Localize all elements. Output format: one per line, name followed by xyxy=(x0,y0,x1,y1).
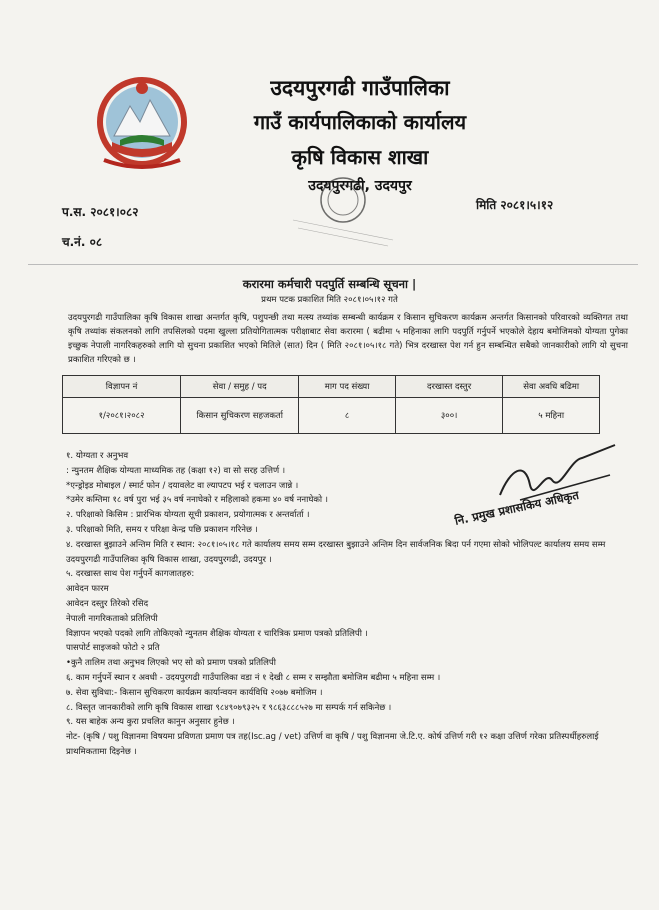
municipality-name: उदयपुरगढी गाउँपालिका xyxy=(270,76,450,100)
list-item: *एन्ड्रोइड मोबाइल / स्मार्ट फोन / दयावलेट वा ल्यापटप भई र चलाउन जान्ने । xyxy=(66,480,299,491)
list-item: आवेदन दस्तुर तिरेको रसिद xyxy=(66,598,149,609)
cell-count: ८ xyxy=(299,398,396,434)
cell-post: किसान सुचिकरण सहजकर्ता xyxy=(181,398,299,434)
list-item: ४. दरखास्त बुझाउने अन्तिम मिति र स्थान: २०८१।०५।१८ गते कार्यालय समय सम्म दरखास्त बुझाउने अन्तिम दिन सार्वजनिक बिदा पर्न गएमा सोको भोलिपल्ट कार्यालय समय सम्म उदयपुरगढी गाउँपालिका कृषि विकास शाखा, उदयपुरगढी, उदयपुर । xyxy=(66,539,606,565)
list-item: २. परिक्षाको किसिम : प्रारंभिक योग्यता सूची प्रकाशन, प्रयोगात्मक र अन्तर्वार्ता । xyxy=(66,510,310,521)
list-item: पासपोर्ट साइजको फोटो २ प्रति xyxy=(66,643,160,654)
col-header-duration: सेवा अवधि बढिमा xyxy=(503,376,600,398)
list-item: : न्युनतम शैक्षिक योग्यता माध्यमिक तह (कक्षा १२) वा सो सरह उत्तिर्ण । xyxy=(66,465,286,476)
cell-ad-no: १/२०८१।२०८२ xyxy=(63,398,181,434)
list-item: नेपाली नागरिकताको प्रतिलिपी xyxy=(66,613,158,624)
col-header-ad-no: विज्ञापन नं xyxy=(63,376,181,398)
qualification-heading: १. योग्यता र अनुभव xyxy=(66,451,129,461)
list-item: ९. यस बाहेक अन्य कुरा प्रचलित कानुन अनुसार हुनेछ । xyxy=(66,717,235,728)
officer-title: नि. प्रमुख प्रशासकिय अधिकृत xyxy=(453,487,580,528)
notice-title: करारमा कर्मचारी पदपुर्ति सम्बन्धि सूचना | xyxy=(242,277,417,291)
list-item: ७. सेवा सुविधा:- किसान सुचिकरण कार्यक्रम कार्यान्वयन कार्यविधि २०७७ बमोजिम । xyxy=(66,687,323,698)
list-item: •कुनै तालिम तथा अनुभव लिएको भए सो को प्रमाण पत्रको प्रतिलिपी xyxy=(66,658,276,669)
col-header-post: सेवा / समुह / पद xyxy=(181,376,299,398)
table-header-row xyxy=(63,376,600,398)
letter-date: मिति २०८१।५।१२ xyxy=(476,198,554,212)
office-name: गाउँ कार्यपालिकाको कार्यालय xyxy=(253,110,467,134)
section-name: कृषि विकास शाखा xyxy=(291,145,429,169)
dispatch-number: च.नं. ०८ xyxy=(62,235,103,249)
divider xyxy=(28,264,638,265)
vacancy-table xyxy=(62,375,600,434)
col-header-count: माग पद संख्या xyxy=(299,376,396,398)
letter-number: प.स. २०८१।०८२ xyxy=(62,205,139,219)
list-item: विज्ञापन भएको पदको लागि तोकिएको न्युनतम शैक्षिक योग्यता र चारित्रिक प्रमाण पत्रको प्रतिलिपी । xyxy=(66,628,368,639)
list-item: *उमेर कम्तिमा १८ वर्ष पुरा भई ३५ वर्ष ननाघेको र महिलाको हकमा ४० वर्ष ननाघेको । xyxy=(66,495,329,506)
table-row xyxy=(63,398,600,434)
office-stamp xyxy=(283,170,403,250)
list-item: ३. परिक्षाको मिति, समय र परिक्षा केन्द्र पछि प्रकाशन गरिनेछ । xyxy=(66,524,258,535)
list-item: ५. दरखास्त साथ पेश गर्नुपर्ने कागजातहरु: xyxy=(66,569,195,580)
office-address: उदयपुरगढी, उदयपुर xyxy=(308,178,412,194)
col-header-fee: दरखास्त दस्तुर xyxy=(395,376,502,398)
cell-duration: ५ महिना xyxy=(503,398,600,434)
cell-fee: ३००। xyxy=(395,398,502,434)
notice-intro: उदयपुरगढी गाउँपालिका कृषि विकास शाखा अन्तर्गत कृषि, पशुपन्छी तथा मत्स्य तथ्यांक सम्बन्धी कार्यक्रम र किसान सुचिकरण कार्यक्रम अन्तर्गत किसानको परिवारको व्यक्तिगत तथा कृषि तथ्यांक संकलनको लागि तपसिलको पदमा खुल्ला प्रतियोगितात्मक परीक्षाबाट सेवा करारमा ( बढीमा ५ महिनाका लागि पदपुर्ति गर्नुपर्ने भएकोले देहाय बमोजिमको योग्यता पुगेका इच्छुक नेपाली नागरिकहरुको लागि यो सुचना प्रकाशित भएको मितिले (सात) दिन ( मिति २०८१।०५।१८ गते) भित्र दरखास्त पेश गर्न हुन सम्बन्धित सबैको जानकारीको लागि यो सुचना प्रकाशित गरिएको छ । xyxy=(68,313,628,365)
list-item: ६. काम गर्नुपर्ने स्थान र अवधी - उदयपुरगढी गाउँपालिका वडा नं १ देखी ८ सम्म र सम्झौता बमोजिम बढीमा ५ महिना सम्म । xyxy=(66,672,441,683)
list-item: ८. विस्तृत जानकारीको लागि कृषि विकास शाखा ९८४९०७९३२५ र ९८६३८८८५२७ मा सम्पर्क गर्न सकिनेछ । xyxy=(66,702,392,713)
notice-subtitle: प्रथम पटक प्रकाशित मिति २०८१।०५।१२ गते xyxy=(261,295,398,305)
list-item: आवेदन फारम xyxy=(66,584,109,595)
note: नोट- (कृषि / पशु विज्ञानमा विषयमा प्रविणता प्रमाण पत्र तह(Isc.ag / vet) उत्तिर्ण वा कृषि / पशु विज्ञानमा जे.टि.ए. कोर्ष उत्तिर्ण गरी १२ कक्षा उत्तिर्ण गरेका प्रतिस्पर्धीहरुलाई प्राथमिकतामा दिइनेछ । xyxy=(66,732,599,757)
